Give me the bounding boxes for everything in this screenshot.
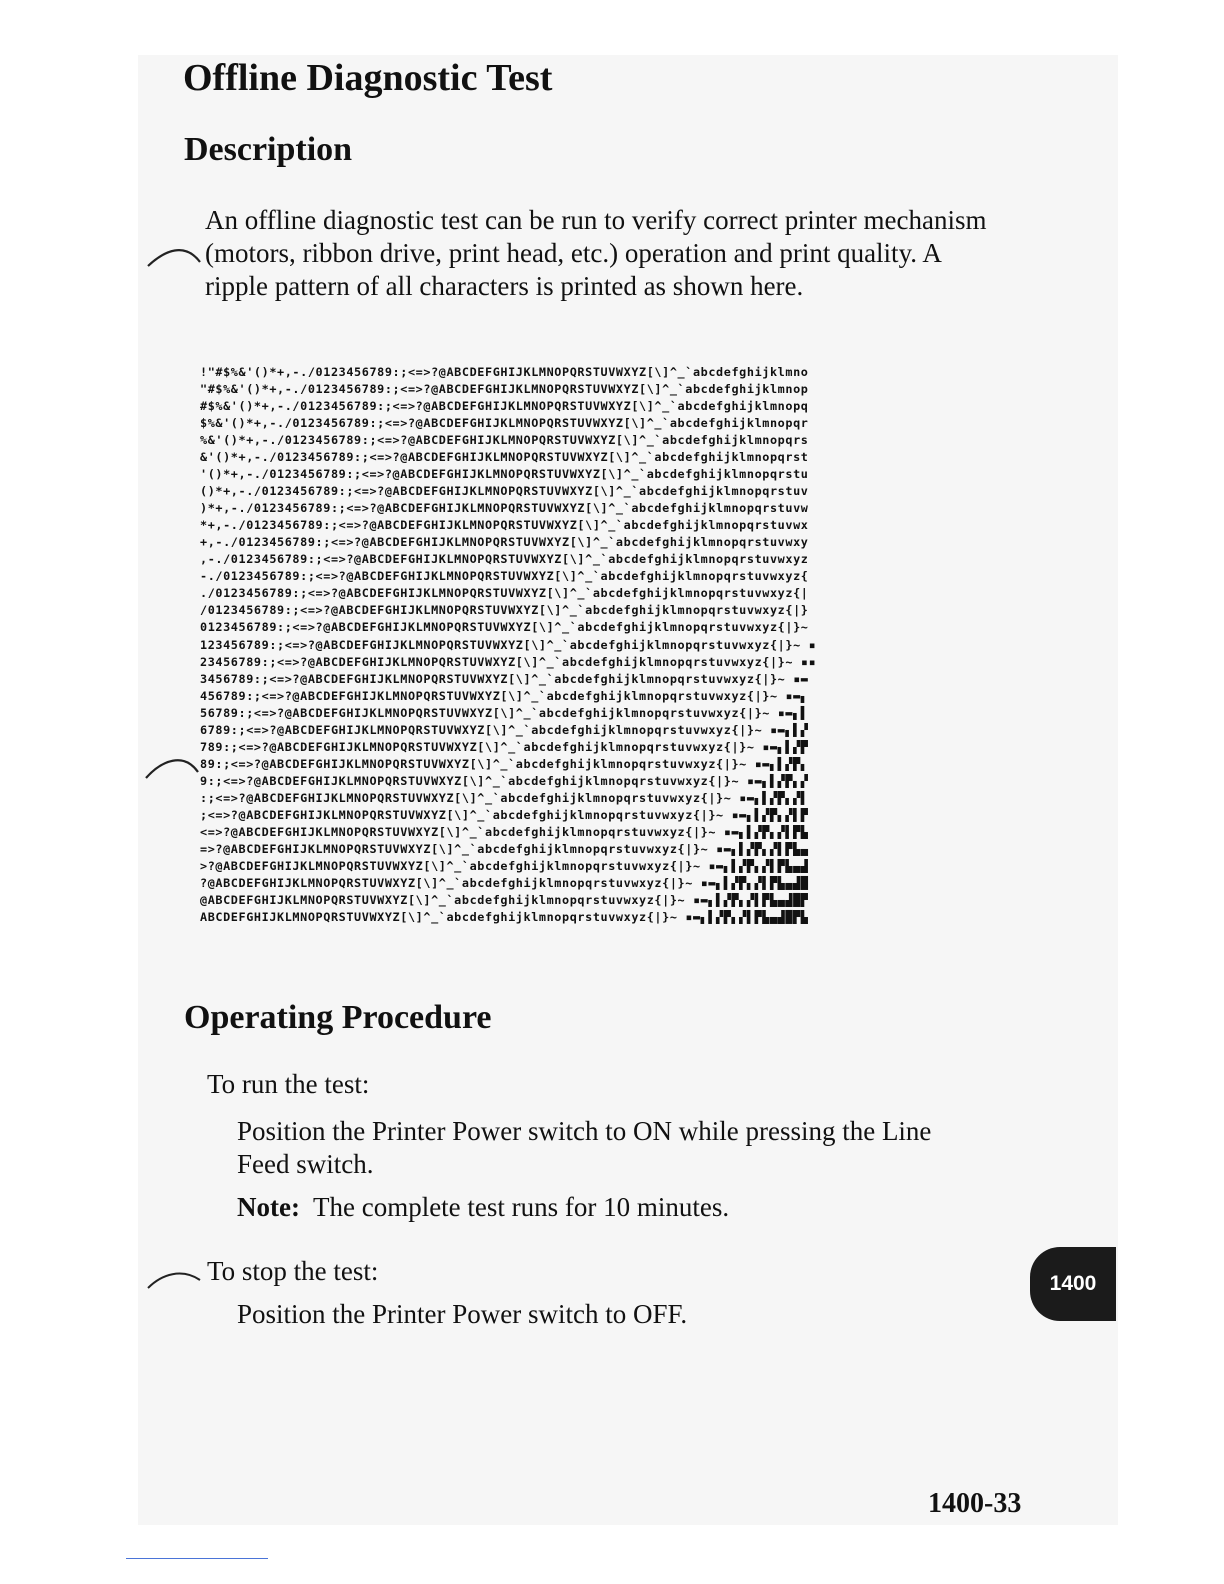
description-text: An offline diagnostic test can be run to verify correct printer mechanism (motors, ribbon drive, print head, etc.) operation and print quality. A ripple pattern of all characters is printed as shown here.	[205, 205, 987, 301]
ripple-pattern-sample: !"#$%&'()*+,-./0123456789:;<=>?@ABCDEFGHIJKLMNOPQRSTUVWXYZ[\]^_`abcdefghijklmno "#$%&'()*+,-./0123456789:;<=>?@ABCDEFGHIJKLMNOPQRSTUVWXYZ[\]^_`abcdefghijklmnop #$%&'()*+,-./0123456789:;<=>?@ABCDEFGHIJKLMNOPQRSTUVWXYZ[\]^_`abcdefghijklmnopq $%&'()*+,-./0123456789:;<=>?@ABCDEFGHIJKLMNOPQRSTUVWXYZ[\]^_`abcdefghijklmnopqr %&'()*+,-./0123456789:;<=>?@ABCDEFGHIJKLMNOPQRSTUVWXYZ[\]^_`abcdefghijklmnopqrs &'()*+,-./0123456789:;<=>?@ABCDEFGHIJKLMNOPQRSTUVWXYZ[\]^_`abcdefghijklmnopqrst '()*+,-./0123456789:;<=>?@ABCDEFGHIJKLMNOPQRSTUVWXYZ[\]^_`abcdefghijklmnopqrstu ()*+,-./0123456789:;<=>?@ABCDEFGHIJKLMNOPQRSTUVWXYZ[\]^_`abcdefghijklmnopqrstuv )*+,-./0123456789:;<=>?@ABCDEFGHIJKLMNOPQRSTUVWXYZ[\]^_`abcdefghijklmnopqrstuvw *+,-./0123456789:;<=>?@ABCDEFGHIJKLMNOPQRSTUVWXYZ[\]^_`abcdefghijklmnopqrstuvwx +,-./0123456789:;<=>?@ABCDEFGHIJKLMNOPQRSTUVWXYZ[\]^_`abcdefghijklmnopqrstuvwxy ,-./0123456789:;<=>?@ABCDEFGHIJKLMNOPQRSTUVWXYZ[\]^_`abcdefghijklmnopqrstuvwxyz -./0123456789:;<=>?@ABCDEFGHIJKLMNOPQRSTUVWXYZ[\]^_`abcdefghijklmnopqrstuvwxyz{ ./0123456789:;<=>?@ABCDEFGHIJKLMNOPQRSTUVWXYZ[\]^_`abcdefghijklmnopqrstuvwxyz{| /0123456789:;<=>?@ABCDEFGHIJKLMNOPQRSTUVWXYZ[\]^_`abcdefghijklmnopqrstuvwxyz{|} 0123456789:;<=>?@ABCDEFGHIJKLMNOPQRSTUVWXYZ[\]^_`abcdefghijklmnopqrstuvwxyz{|}~ 123456789:;<=>?@ABCDEFGHIJKLMNOPQRSTUVWXYZ[\]^_`abcdefghijklmnopqrstuvwxyz{|}~ ▪ 23456789:;<=>?@ABCDEFGHIJKLMNOPQRSTUVWXYZ[\]^_`abcdefghijklmnopqrstuvwxyz{|}~ ▪▪ 3456789:;<=>?@ABCDEFGHIJKLMNOPQRSTUVWXYZ[\]^_`abcdefghijklmnopqrstuvwxyz{|}~ ▪▬ 456789:;<=>?@ABCDEFGHIJKLMNOPQRSTUVWXYZ[\]^_`abcdefghijklmnopqrstuvwxyz{|}~ ▪▬▖ 56789:;<=>?@ABCDEFGHIJKLMNOPQRSTUVWXYZ[\]^_`abcdefghijklmnopqrstuvwxyz{|}~ ▪▬▖▌ 6789:;<=>?@ABCDEFGHIJKLMNOPQRSTUVWXYZ[\]^_`abcdefghijklmnopqrstuvwxyz{|}~ ▪▬▖▌▞ 789:;<=>?@ABCDEFGHIJKLMNOPQRSTUVWXYZ[\]^_`abcdefghijklmnopqrstuvwxyz{|}~ ▪▬▖▌▞▛ 89:;<=>?@ABCDEFGHIJKLMNOPQRSTUVWXYZ[\]^_`abcdefghijklmnopqrstuvwxyz{|}~ ▪▬▖▌▞▛▖ 9:;<=>?@ABCDEFGHIJKLMNOPQRSTUVWXYZ[\]^_`abcdefghijklmnopqrstuvwxyz{|}~ ▪▬▖▌▞▛▖▞ :;<=>?@ABCDEFGHIJKLMNOPQRSTUVWXYZ[\]^_`abcdefghijklmnopqrstuvwxyz{|}~ ▪▬▖▌▞▛▖▞▌ ;<=>?@ABCDEFGHIJKLMNOPQRSTUVWXYZ[\]^_`abcdefghijklmnopqrstuvwxyz{|}~ ▪▬▖▌▞▛▖▞▌▛ <=>?@ABCDEFGHIJKLMNOPQRSTUVWXYZ[\]^_`abcdefghijklmnopqrstuvwxyz{|}~ ▪▬▖▌▞▛▖▞▌▛▙ =>?@ABCDEFGHIJKLMNOPQRSTUVWXYZ[\]^_`abcdefghijklmnopqrstuvwxyz{|}~ ▪▬▖▌▞▛▖▞▌▛▙▄ >?@ABCDEFGHIJKLMNOPQRSTUVWXYZ[\]^_`abcdefghijklmnopqrstuvwxyz{|}~ ▪▬▖▌▞▛▖▞▌▛▙▄▟ ?@ABCDEFGHIJKLMNOPQRSTUVWXYZ[\]^_`abcdefghijklmnopqrstuvwxyz{|}~ ▪▬▖▌▞▛▖▞▌▛▙▄▟█ @ABCDEFGHIJKLMNOPQRSTUVWXYZ[\]^_`abcdefghijklmnopqrstuvwxyz{|}~ ▪▬▖▌▞▛▖▞▌▛▙▄▟█▛ ABCDEFGHIJKLMNOPQRSTUVWXYZ[\]^_`abcdefghijklmnopqrstuvwxyz{|}~ ▪▬▖▌▞▛▖▞▌▛▙▄▟█▛▙	[200, 365, 817, 924]
note-line	[237, 1192, 729, 1223]
run-test-step: Position the Printer Power switch to ON while pressing the Line Feed switch.	[237, 1116, 932, 1179]
run-test-label: To run the test:	[207, 1069, 370, 1099]
margin-mark-2	[146, 760, 198, 778]
section-tab: 1400	[1030, 1247, 1116, 1321]
description-heading: Description	[184, 131, 353, 168]
margin-mark-3	[148, 1274, 200, 1288]
stop-test-step: Position the Printer Power switch to OFF.	[237, 1299, 688, 1329]
page-number: 1400-33	[928, 1488, 1022, 1519]
bottom-rule	[126, 1558, 268, 1559]
note-label: Note:	[237, 1192, 300, 1222]
operating-procedure-heading: Operating Procedure	[184, 999, 492, 1036]
stop-test-label: To stop the test:	[207, 1256, 379, 1286]
margin-mark-1	[148, 250, 200, 266]
page-title: Offline Diagnostic Test	[183, 57, 553, 99]
note-text: The complete test runs for 10 minutes.	[312, 1192, 730, 1222]
margin-marks	[140, 240, 210, 1300]
